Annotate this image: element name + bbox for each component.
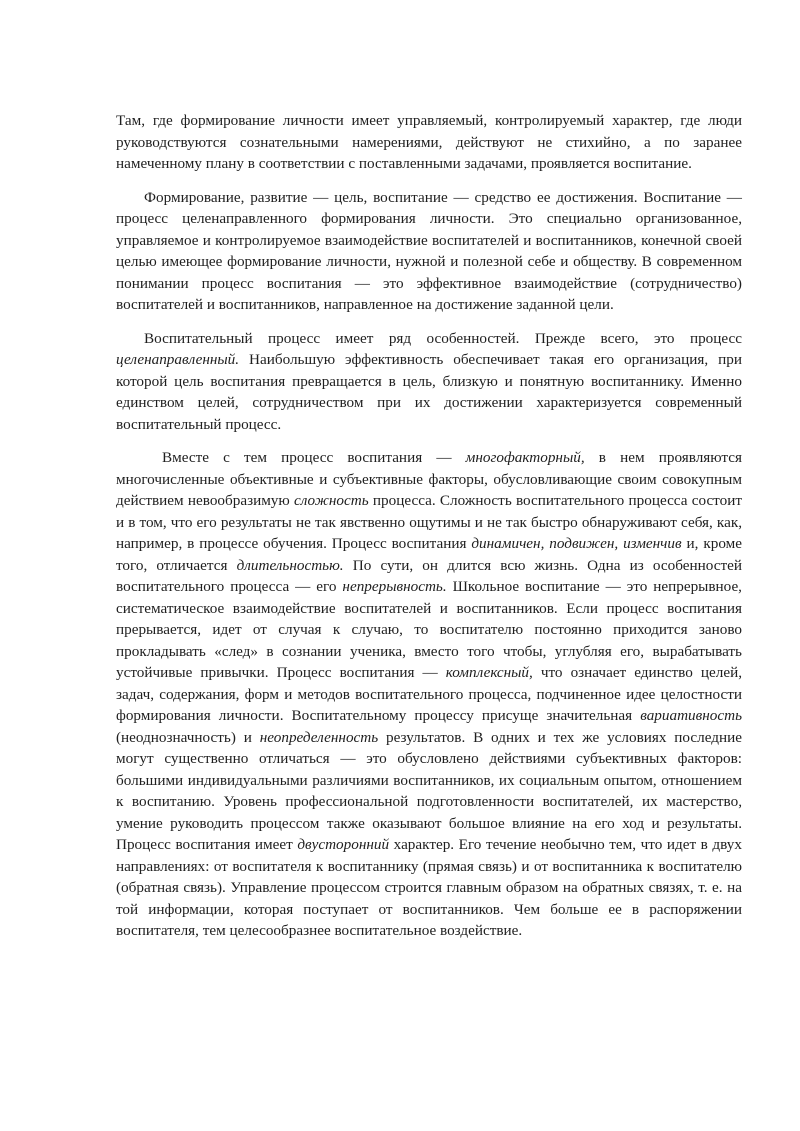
paragraph-2 (116, 187, 742, 316)
text-segment: результатов. В одних и тех же условиях последние могут существенно отличаться — это обусловлено действиями субъективных факторов: большими индивидуальными различиями воспитанников, их социальным опытом, отношением к воспитанию. Уровень профессиональной подготовленности воспитателей, их мастерство, умение руководить процессом также оказывают большое влияние на его ход и результаты. Процесс воспитания имеет (116, 728, 742, 853)
text-segment: (неоднозначность) и (116, 728, 260, 746)
italic-term: сложность (294, 492, 369, 509)
italic-term: непрерывность. (342, 578, 447, 595)
paragraph-4 (116, 447, 742, 942)
document-page (116, 110, 742, 954)
text-segment: Там, где формирование личности имеет управляемый, контролируемый характер, где люди руководствуются сознательными намерениями, действуют не стихийно, а по заранее намеченному плану в соответствии с поставленными задачами, проявляется воспитание. (116, 112, 742, 172)
italic-term: динамичен, подвижен, изменчив (471, 535, 682, 552)
text-segment: Наибольшую эффективность обеспечивает такая его организация, при которой цель воспитания превращается в цель, близкую и понятную воспитаннику. Именно единством целей, сотрудничеством при их достижении характеризуется современный воспитательный процесс. (116, 351, 742, 433)
italic-term: вариативность (640, 707, 742, 724)
italic-term: комплексный, (445, 664, 533, 681)
italic-term: двусторонний (297, 836, 390, 853)
text-segment: Воспитательный процесс имеет ряд особенностей. Прежде всего, это процесс (144, 329, 742, 347)
italic-term: целенаправленный. (116, 351, 240, 368)
text-segment: Школьное воспитание — это непрерывное, систематическое взаимодействие воспитателей и воспитанников. Если процесс воспитания прерывается, идет от случая к случаю, то воспитателю постоянно приходится заново прокладывать «след» в сознании ученика, вместо того чтобы, углубляя его, вырабатывать устойчивые привычки. Процесс воспитания — (116, 578, 742, 681)
text-segment: в нем проявляются многочисленные объективные и субъективные факторы, обусловливающие своим совокупным действием невообразимую (116, 449, 742, 509)
italic-term: многофакторный, (465, 449, 585, 466)
paragraph-3 (116, 328, 742, 436)
text-segment: процесса. Сложность воспитательного процесса состоит и в том, что его результаты не так явственно ощутимы и не так быстро обнаруживают себя, как, например, в процессе обучения. Процесс воспитания (116, 492, 742, 552)
text-segment: Вместе с тем процесс воспитания — (162, 449, 466, 466)
italic-term: неопределенность (259, 728, 379, 746)
text-segment: что означает единство целей, задач, содержания, форм и методов воспитательного процесса, подчиненное идее целостности формирования личности. Воспитательному процессу присуще значительная (116, 664, 742, 724)
text-segment: По сути, он длится всю жизнь. Одна из особенностей воспитательного процесса — его (116, 556, 742, 595)
paragraph-1 (116, 110, 742, 175)
text-segment: характер. Его течение необычно тем, что идет в двух направлениях: от воспитателя к воспитаннику (прямая связь) и от воспитанника к воспитателю (обратная связь). Управление процессом строится главным образом на обратных связях, т. е. на той информации, которая поступает от воспитанников. Чем больше ее в распоряжении воспитателя, тем целесообразнее воспитательное воздействие. (116, 836, 742, 939)
text-segment: Формирование, развитие — цель, воспитание — средство ее достижения. Воспитание — процесс целенаправленного формирования личности. Это специально организованное, управляемое и контролируемое взаимодействие воспитателей и воспитанников, конечной своей целью имеющее формирование личности, нужной и полезной себе и обществу. В современном понимании процесс воспитания — это эффективное взаимодействие (сотрудничество) воспитателей и воспитанников, направленное на достижение заданной цели. (116, 188, 742, 313)
text-segment: и, кроме того, отличается (116, 535, 742, 574)
italic-term: длительностью. (236, 556, 344, 574)
